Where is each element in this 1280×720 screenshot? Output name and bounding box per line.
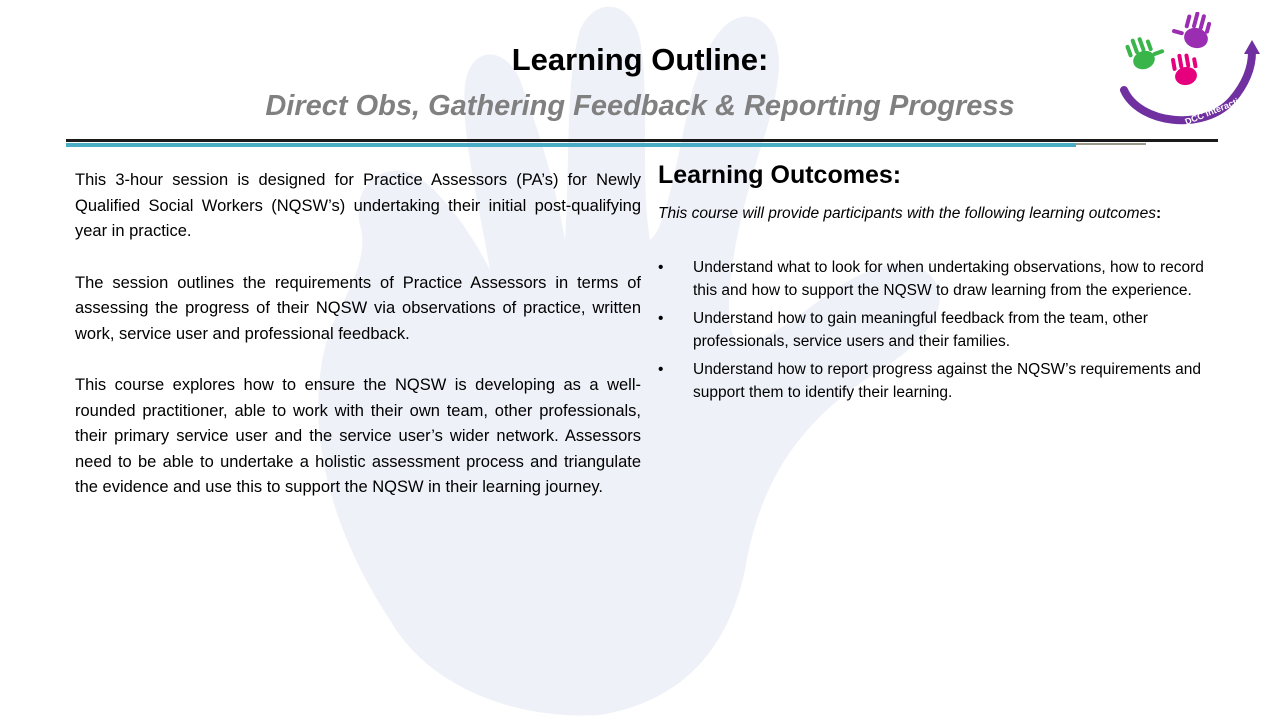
slide-title: Learning Outline: [511, 42, 769, 77]
learning-outcome-item: • Understand how to gain meaningful feedback from the team, other professionals, service users and their families. [658, 307, 1218, 353]
description-paragraph: This course explores how to ensure the NQSW is developing as a well-rounded practitioner, able to work with their own team, other professionals, their primary service user and the service user’s wider network. Assessors need to be able to undertake a holistic assessment process and triangulate the evidence and use this to support the NQSW in their learning journey. [75, 376, 641, 496]
learning-outcomes-heading: Learning Outcomes: [658, 161, 902, 189]
description-paragraph: This 3-hour session is designed for Practice Assessors (PA’s) for Newly Qualified Social Workers (NQSW’s) undertaking their initial post-qualifying year in practice. [75, 171, 641, 240]
session-description [75, 168, 641, 527]
slide-subtitle: Direct Obs, Gathering Feedback & Reporting Progress [265, 90, 1015, 122]
learning-outcome-item: • Understand what to look for when undertaking observations, how to record this and how to support the NQSW to draw learning from the experience. [658, 256, 1218, 302]
header-divider [66, 139, 1218, 149]
bullet-icon: • [658, 310, 664, 327]
bullet-icon: • [658, 259, 664, 276]
svg-text:DCC Interactive: DCC Interactive [1183, 92, 1250, 127]
bullet-icon: • [658, 361, 664, 378]
learning-outcomes-intro: This course will provide participants with the following learning outcomes: [658, 205, 1162, 222]
description-paragraph: The session outlines the requirements of Practice Assessors in terms of assessing the progress of their NQSW via observations of practice, written work, service user and professional feedback. [75, 273, 641, 343]
learning-outcomes-list [658, 256, 1218, 404]
learning-outcome-item: • Understand how to report progress against the NQSW’s requirements and support them to identify their learning. [658, 358, 1218, 404]
learning-outcomes-section [658, 158, 1218, 409]
